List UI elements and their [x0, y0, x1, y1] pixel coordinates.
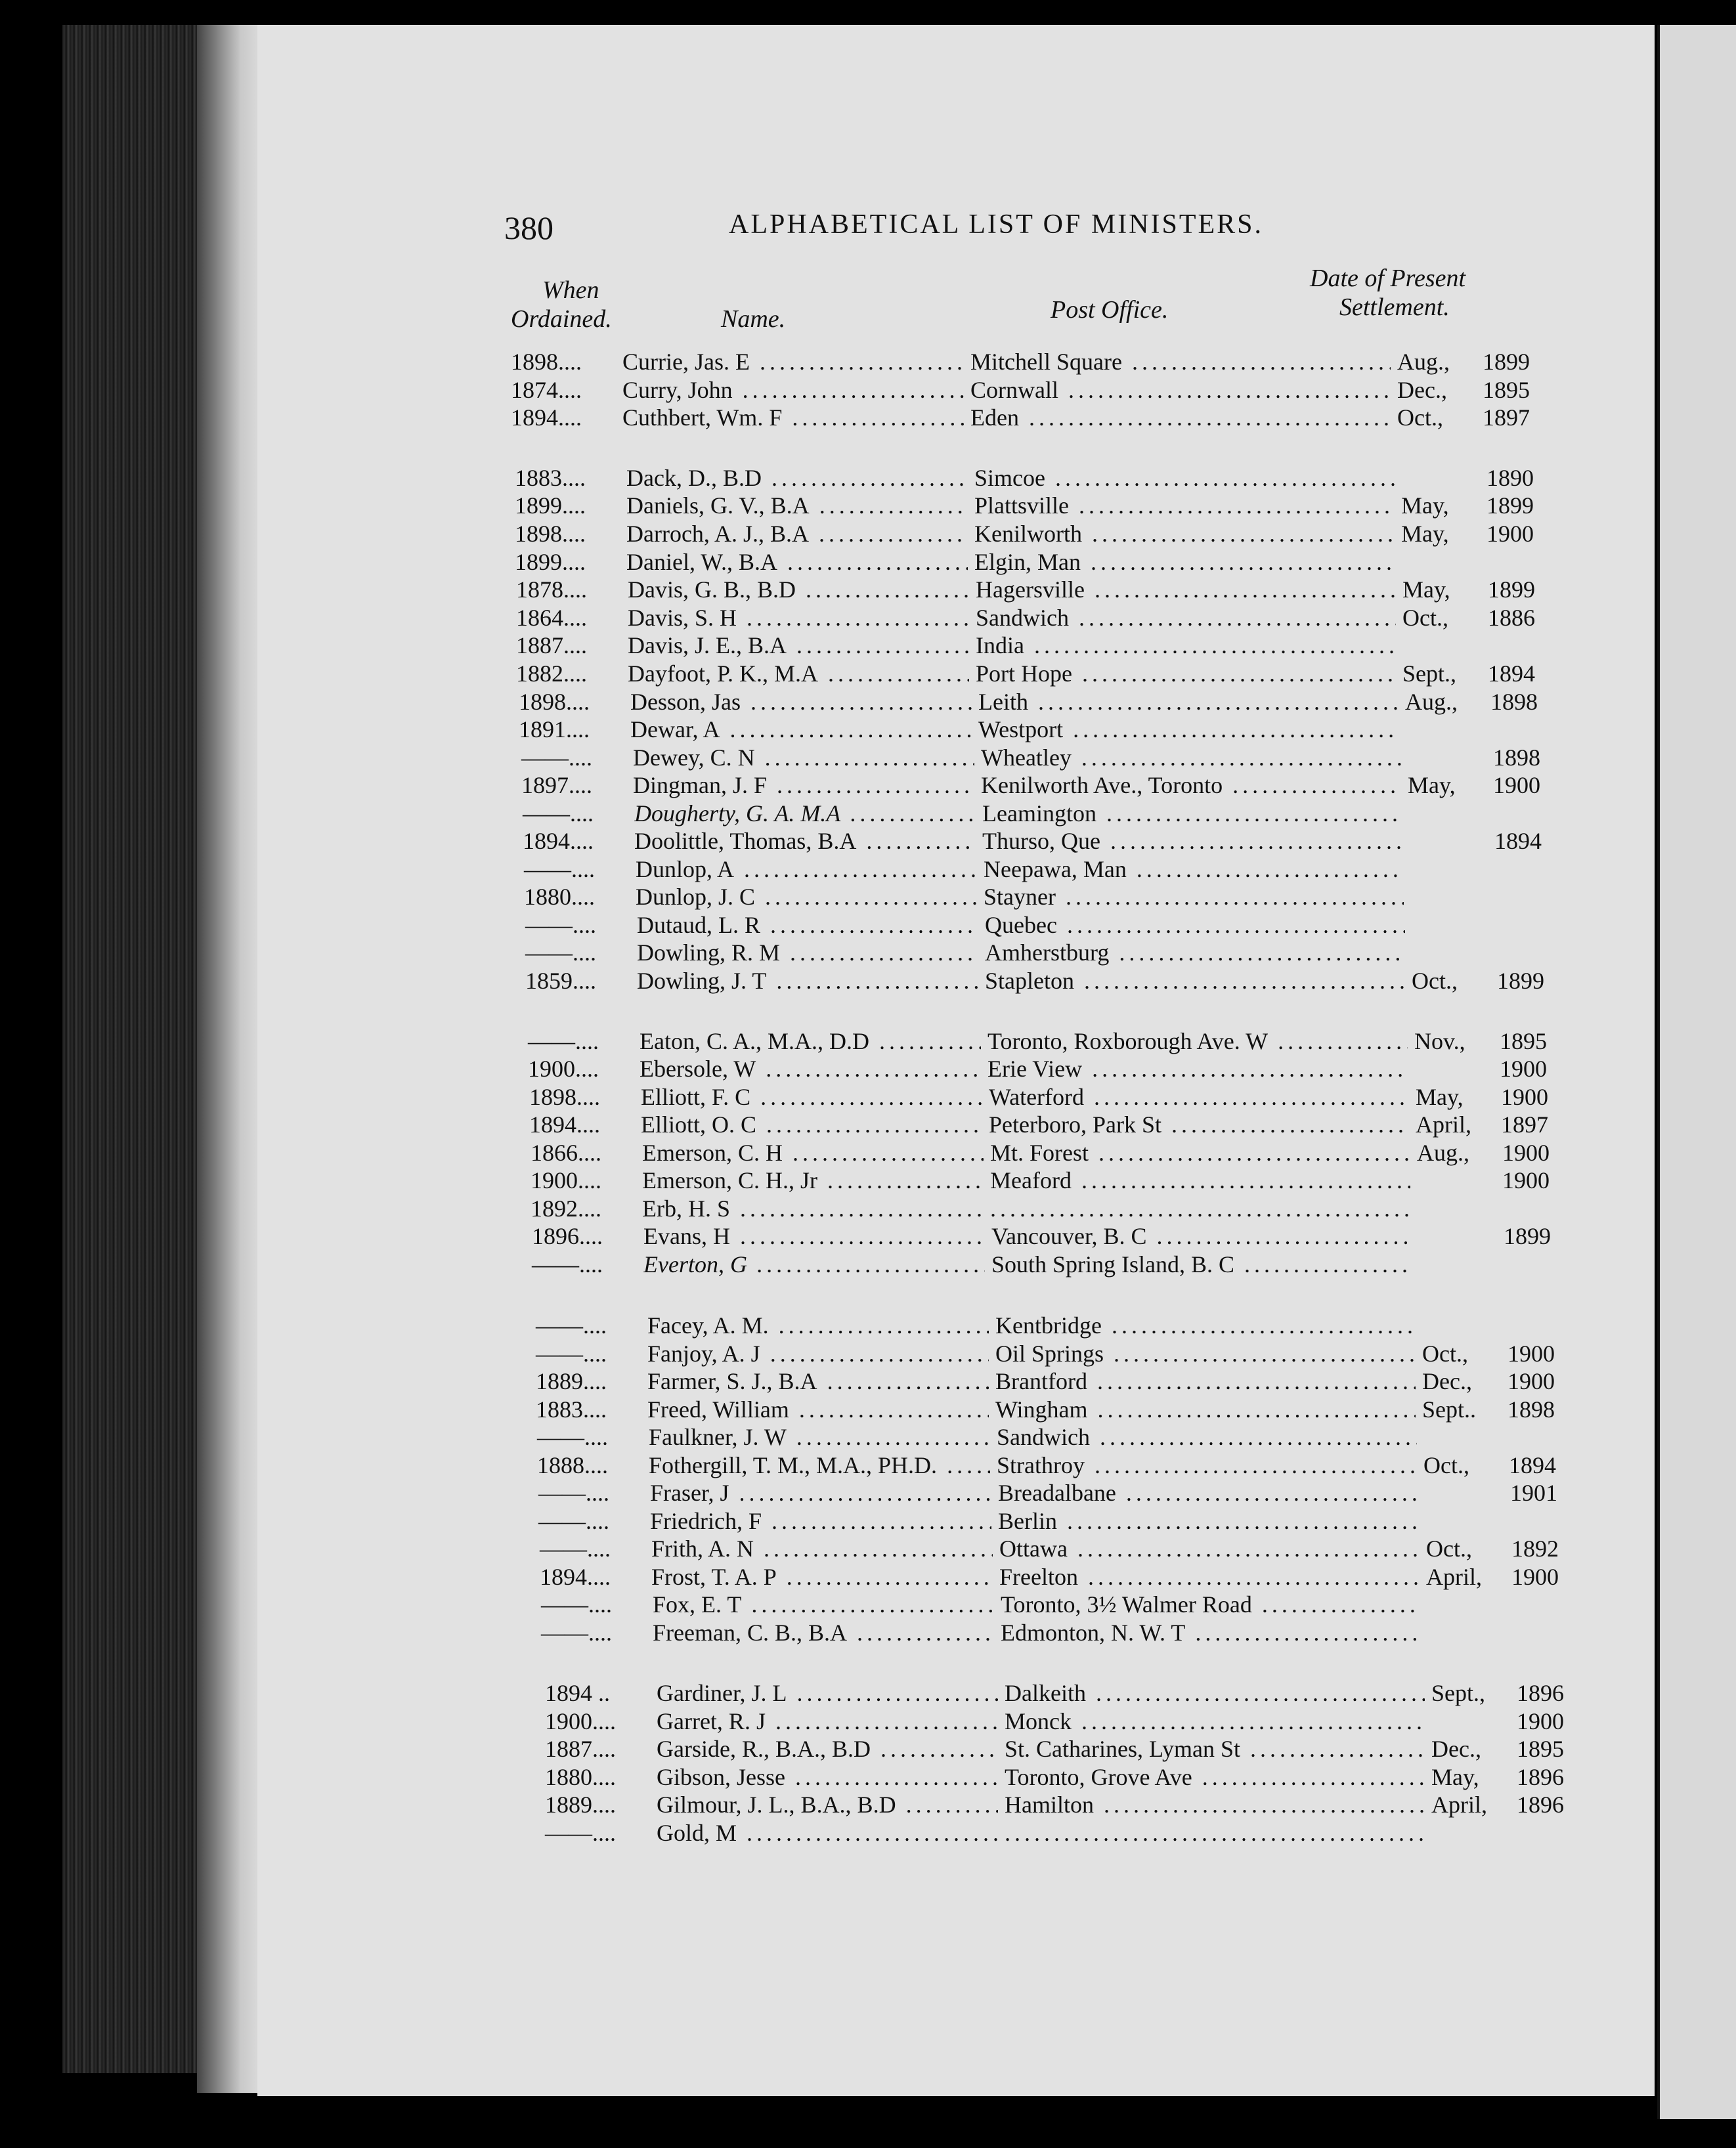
settlement-year: 1899: [1504, 1223, 1551, 1249]
minister-name: Garret, R. J .....: [657, 1706, 998, 1736]
minister-name: Elliott, F. C .....: [641, 1082, 982, 1112]
page-title: ALPHABETICAL LIST OF MINISTERS.: [729, 209, 1264, 240]
settlement-year: 1890: [1486, 465, 1534, 491]
ordination-year: ——....: [525, 939, 596, 966]
list-item: [536, 1394, 1586, 1425]
settlement-month: April,: [1431, 1792, 1487, 1818]
minister-name: Dutaud, L. R .....: [637, 910, 978, 940]
ordination-year: 1900....: [545, 1708, 616, 1734]
ordination-year: ——....: [545, 1820, 616, 1846]
list-item: [511, 375, 1561, 405]
minister-name: Gibson, Jesse .....: [657, 1762, 998, 1792]
post-office: Sandwich .....: [997, 1422, 1417, 1452]
ordination-year: 1898....: [529, 1084, 600, 1110]
minister-name: Friedrich, F .....: [650, 1506, 991, 1536]
settlement-month: Sept.,: [1402, 660, 1457, 687]
settlement-month: May,: [1431, 1764, 1479, 1790]
ordination-year: 1887....: [516, 632, 587, 658]
ordination-year: 1880....: [524, 884, 595, 910]
settlement-year: 1886: [1488, 605, 1535, 631]
list-item: [523, 826, 1573, 856]
minister-name: Facey, A. M. .....: [647, 1310, 989, 1341]
list-item: [531, 1193, 1581, 1224]
list-item: [524, 882, 1574, 912]
list-item: [541, 1589, 1592, 1620]
minister-name: Gold, M .....: [657, 1818, 998, 1848]
minister-name: Emerson, C. H .....: [642, 1138, 984, 1168]
ordination-year: ——....: [538, 1508, 609, 1534]
minister-name: Dewey, C. N .....: [633, 742, 974, 773]
ordination-year: 1882....: [516, 660, 587, 687]
ordination-year: 1866....: [531, 1140, 601, 1166]
settlement-month: Oct.,: [1423, 1452, 1469, 1478]
settlement-year: 1900: [1501, 1084, 1548, 1110]
post-office: Simcoe .....: [974, 463, 1395, 493]
minister-name: Gardiner, J. L .....: [657, 1678, 998, 1708]
ordination-year: 1880....: [545, 1764, 616, 1790]
ordination-year: ——....: [528, 1028, 599, 1054]
post-office: Peterboro, Park St .....: [989, 1109, 1409, 1140]
minister-name: Cuthbert, Wm. F .....: [622, 402, 964, 433]
ordination-year: 1898....: [515, 521, 586, 547]
book-spine-shadow: [197, 25, 259, 2093]
minister-name: Faulkner, J. W .....: [649, 1422, 990, 1452]
post-office: India .....: [976, 630, 1396, 660]
minister-name: Fraser, J .....: [650, 1478, 991, 1508]
ordination-year: ——....: [532, 1251, 603, 1278]
post-office: Vancouver, B. C .....: [991, 1221, 1412, 1251]
post-office: Berlin .....: [998, 1506, 1418, 1536]
minister-name: Darroch, A. J., B.A .....: [626, 519, 968, 549]
ordination-year: 1896....: [532, 1223, 603, 1249]
ordination-year: 1894....: [511, 404, 582, 431]
post-office: Thurso, Que .....: [982, 826, 1402, 856]
minister-name: Frith, A. N .....: [651, 1534, 993, 1564]
ordination-year: ——....: [538, 1480, 609, 1506]
post-office: Breadalbane .....: [998, 1478, 1418, 1508]
list-item: [525, 910, 1576, 940]
minister-name: Dack, D., B.D .....: [626, 463, 968, 493]
settlement-year: 1898: [1493, 744, 1540, 771]
ordination-year: 1891....: [519, 716, 590, 742]
list-item: [523, 798, 1573, 828]
list-item: [537, 1422, 1588, 1452]
minister-name: Daniels, G. V., B.A .....: [626, 490, 968, 521]
column-head-when-2: Ordained.: [511, 305, 612, 333]
settlement-year: 1894: [1509, 1452, 1556, 1478]
ordination-year: 1889....: [536, 1368, 607, 1394]
ordination-year: 1883....: [515, 465, 586, 491]
settlement-month: May,: [1401, 492, 1449, 519]
list-item: [516, 574, 1567, 605]
settlement-year: 1897: [1483, 404, 1530, 431]
list-item: [529, 1082, 1580, 1112]
ordination-year: ——....: [541, 1620, 612, 1646]
list-item: [516, 658, 1567, 689]
post-office: Stayner .....: [984, 882, 1404, 912]
ordination-year: ——....: [540, 1536, 611, 1562]
list-item: [545, 1734, 1595, 1764]
settlement-year: 1899: [1486, 492, 1534, 519]
settlement-year: 1900: [1502, 1167, 1550, 1193]
minister-name: Evans, H .....: [643, 1221, 985, 1251]
ordination-year: ——....: [524, 856, 595, 882]
settlement-year: 1899: [1488, 576, 1535, 603]
column-head-when-1: When: [542, 276, 599, 304]
settlement-year: 1900: [1502, 1140, 1550, 1166]
list-item: [540, 1534, 1590, 1564]
settlement-year: 1899: [1483, 349, 1530, 375]
column-head-date-1: Date of Present: [1310, 265, 1466, 292]
list-item: [536, 1366, 1586, 1396]
list-item: [536, 1339, 1586, 1369]
settlement-year: 1898: [1490, 689, 1538, 715]
ordination-year: 1894 ..: [545, 1680, 610, 1706]
settlement-month: Sept..: [1422, 1396, 1477, 1423]
post-office: Oil Springs .....: [995, 1339, 1416, 1369]
post-office: Stapleton .....: [985, 966, 1405, 996]
minister-name: Dunlop, A .....: [636, 854, 977, 884]
post-office: Quebec .....: [985, 910, 1405, 940]
ordination-year: 1894....: [540, 1564, 611, 1590]
settlement-month: May,: [1401, 521, 1449, 547]
settlement-month: Aug.,: [1405, 689, 1458, 715]
post-office: Mitchell Square .....: [970, 347, 1391, 377]
ordination-year: ——....: [536, 1312, 607, 1339]
settlement-month: May,: [1402, 576, 1450, 603]
ordination-year: 1889....: [545, 1792, 616, 1818]
post-office: Leamington .....: [982, 798, 1402, 828]
post-office: Leith .....: [978, 687, 1399, 717]
post-office: Mt. Forest .....: [990, 1138, 1410, 1168]
ordination-year: 1900....: [528, 1056, 599, 1082]
settlement-year: 1900: [1493, 772, 1540, 798]
ordination-year: 1899....: [515, 492, 586, 519]
settlement-year: 1892: [1511, 1536, 1559, 1562]
ordination-year: 1899....: [515, 549, 586, 575]
ordination-year: 1878....: [516, 576, 587, 603]
facing-page-edge: [1660, 25, 1736, 2119]
list-item: [521, 742, 1572, 773]
post-office: Neepawa, Man .....: [984, 854, 1404, 884]
post-office: Brantford .....: [995, 1366, 1416, 1396]
list-item: [545, 1678, 1595, 1708]
list-item: [545, 1790, 1595, 1820]
settlement-month: Oct.,: [1426, 1536, 1472, 1562]
minister-name: Garside, R., B.A., B.D .....: [657, 1734, 998, 1764]
ordination-year: 1859....: [525, 968, 596, 994]
settlement-year: 1900: [1517, 1708, 1564, 1734]
list-item: [536, 1310, 1586, 1341]
list-item: [540, 1562, 1590, 1592]
settlement-month: Dec.,: [1422, 1368, 1472, 1394]
minister-name: Dowling, R. M .....: [637, 937, 978, 968]
list-item: [525, 937, 1576, 968]
minister-name: Currie, Jas. E .....: [622, 347, 964, 377]
minister-name: Ebersole, W .....: [640, 1054, 981, 1084]
settlement-month: May,: [1416, 1084, 1464, 1110]
settlement-year: 1900: [1486, 521, 1534, 547]
list-item: [515, 519, 1565, 549]
post-office: Waterford .....: [989, 1082, 1409, 1112]
list-item: [532, 1249, 1582, 1279]
settlement-month: Dec.,: [1431, 1736, 1481, 1762]
post-office: St. Catharines, Lyman St .....: [1005, 1734, 1425, 1764]
list-item: [541, 1618, 1592, 1648]
post-office: Cornwall .....: [970, 375, 1391, 405]
minister-name: Erb, H. S .....: [642, 1193, 984, 1224]
settlement-year: 1895: [1483, 377, 1530, 403]
settlement-year: 1894: [1488, 660, 1535, 687]
minister-name: Dewar, A .....: [630, 714, 972, 744]
settlement-year: 1898: [1508, 1396, 1555, 1423]
post-office: South Spring Island, B. C .....: [991, 1249, 1412, 1279]
post-office: Plattsville .....: [974, 490, 1395, 521]
ordination-year: 1894....: [529, 1111, 600, 1138]
settlement-year: 1901: [1510, 1480, 1557, 1506]
list-item: [545, 1762, 1595, 1792]
minister-name: Dougherty, G. A. M.A .....: [634, 798, 976, 828]
minister-name: Elliott, O. C .....: [641, 1109, 982, 1140]
settlement-year: 1896: [1517, 1792, 1564, 1818]
post-office: Westport .....: [978, 714, 1399, 744]
list-item: [525, 966, 1576, 996]
ordination-year: 1888....: [537, 1452, 608, 1478]
settlement-month: Aug.,: [1397, 349, 1450, 375]
ordination-year: ——....: [523, 800, 594, 827]
list-item: [515, 547, 1565, 577]
post-office: Kenilworth .....: [974, 519, 1395, 549]
settlement-year: 1900: [1500, 1056, 1547, 1082]
post-office: Meaford .....: [990, 1165, 1410, 1195]
post-office: Toronto, Roxborough Ave. W .....: [987, 1026, 1408, 1056]
minister-name: Freeman, C. B., B.A .....: [653, 1618, 994, 1648]
list-item: [515, 490, 1565, 521]
minister-name: Freed, William .....: [647, 1394, 989, 1425]
list-item: [537, 1450, 1588, 1480]
minister-name: Dayfoot, P. K., M.A .....: [628, 658, 969, 689]
column-head-name: Name.: [721, 305, 786, 333]
minister-name: Gilmour, J. L., B.A., B.D .....: [657, 1790, 998, 1820]
minister-name: Curry, John .....: [622, 375, 964, 405]
settlement-year: 1896: [1517, 1680, 1564, 1706]
post-office: Edmonton, N. W. T .....: [1001, 1618, 1421, 1648]
ordination-year: 1898....: [511, 349, 582, 375]
minister-name: Davis, J. E., B.A .....: [628, 630, 969, 660]
minister-name: Farmer, S. J., B.A .....: [647, 1366, 989, 1396]
minister-name: Dowling, J. T .....: [637, 966, 978, 996]
ordination-year: 1894....: [523, 828, 594, 854]
list-item: [538, 1506, 1589, 1536]
post-office: Toronto, 3½ Walmer Road .....: [1001, 1589, 1421, 1620]
ordination-year: ——....: [525, 912, 596, 938]
list-item: [521, 770, 1572, 800]
page-number: 380: [504, 209, 553, 246]
minister-name: Fox, E. T .....: [653, 1589, 994, 1620]
post-office: Eden .....: [970, 402, 1391, 433]
post-office: Erie View .....: [987, 1054, 1408, 1084]
post-office: Ottawa .....: [999, 1534, 1420, 1564]
post-office: Hamilton .....: [1005, 1790, 1425, 1820]
post-office: Dalkeith .....: [1005, 1678, 1425, 1708]
ordination-year: 1898....: [519, 689, 590, 715]
list-item: [515, 463, 1565, 493]
list-item: [531, 1138, 1581, 1168]
minister-name: Fothergill, T. M., M.A., PH.D. .....: [649, 1450, 990, 1480]
post-office: Port Hope .....: [976, 658, 1396, 689]
settlement-month: April,: [1416, 1111, 1471, 1138]
post-office: Amherstburg .....: [985, 937, 1405, 968]
post-office: Elgin, Man .....: [974, 547, 1395, 577]
minister-name: Desson, Jas .....: [630, 687, 972, 717]
ordination-year: 1874....: [511, 377, 582, 403]
ordination-year: 1864....: [516, 605, 587, 631]
settlement-year: 1896: [1517, 1764, 1564, 1790]
ordination-year: 1897....: [521, 772, 592, 798]
list-item: [532, 1221, 1582, 1251]
minister-name: Davis, G. B., B.D .....: [628, 574, 969, 605]
list-item: [519, 714, 1569, 744]
ordination-year: ——....: [536, 1341, 607, 1367]
settlement-year: 1897: [1501, 1111, 1548, 1138]
post-office: Strathroy .....: [997, 1450, 1417, 1480]
minister-name: Eaton, C. A., M.A., D.D .....: [640, 1026, 981, 1056]
post-office: [1005, 1818, 1425, 1848]
post-office: Wingham .....: [995, 1394, 1416, 1425]
ordination-year: 1900....: [531, 1167, 601, 1193]
post-office: Freelton .....: [999, 1562, 1420, 1592]
list-item: [545, 1706, 1595, 1736]
list-item: [511, 402, 1561, 433]
ordination-year: 1892....: [531, 1195, 601, 1222]
post-office: Sandwich .....: [976, 603, 1396, 633]
ordination-year: ——....: [537, 1424, 608, 1450]
settlement-month: Oct.,: [1402, 605, 1448, 631]
list-item: [528, 1054, 1578, 1084]
settlement-year: 1894: [1494, 828, 1542, 854]
settlement-year: 1900: [1508, 1341, 1555, 1367]
settlement-month: May,: [1408, 772, 1456, 798]
settlement-month: April,: [1426, 1564, 1482, 1590]
settlement-year: 1900: [1508, 1368, 1555, 1394]
list-item: [516, 630, 1567, 660]
post-office: [990, 1193, 1410, 1224]
minister-name: Dingman, J. F .....: [633, 770, 974, 800]
minister-name: Frost, T. A. P .....: [651, 1562, 993, 1592]
ordination-year: ——....: [521, 744, 592, 771]
column-head-post-office: Post Office.: [1051, 296, 1169, 324]
minister-name: Davis, S. H .....: [628, 603, 969, 633]
list-item: [519, 687, 1569, 717]
minister-name: Doolittle, Thomas, B.A .....: [634, 826, 976, 856]
minister-name: Daniel, W., B.A .....: [626, 547, 968, 577]
ordination-year: 1883....: [536, 1396, 607, 1423]
list-item: [538, 1478, 1589, 1508]
settlement-month: Oct.,: [1397, 404, 1443, 431]
settlement-year: 1899: [1497, 968, 1544, 994]
settlement-year: 1895: [1517, 1736, 1564, 1762]
list-item: [528, 1026, 1578, 1056]
settlement-month: Nov.,: [1414, 1028, 1465, 1054]
post-office: Wheatley .....: [981, 742, 1401, 773]
ordination-year: ——....: [541, 1591, 612, 1618]
ordination-year: 1887....: [545, 1736, 616, 1762]
post-office: Monck .....: [1005, 1706, 1425, 1736]
list-item: [516, 603, 1567, 633]
list-item: [531, 1165, 1581, 1195]
minister-name: Everton, G .....: [643, 1249, 985, 1279]
settlement-month: Aug.,: [1417, 1140, 1469, 1166]
settlement-month: Oct.,: [1422, 1341, 1468, 1367]
post-office: Hagersville .....: [976, 574, 1396, 605]
list-item: [545, 1818, 1595, 1848]
minister-name: Fanjoy, A. J .....: [647, 1339, 989, 1369]
list-item: [511, 347, 1561, 377]
column-head-date-2: Settlement.: [1339, 293, 1450, 321]
settlement-month: Sept.,: [1431, 1680, 1486, 1706]
post-office: Toronto, Grove Ave .....: [1005, 1762, 1425, 1792]
minister-name: Emerson, C. H., Jr .....: [642, 1165, 984, 1195]
settlement-month: Dec.,: [1397, 377, 1447, 403]
minister-name: Dunlop, J. C .....: [636, 882, 977, 912]
settlement-month: Oct.,: [1412, 968, 1458, 994]
settlement-year: 1895: [1500, 1028, 1547, 1054]
list-item: [524, 854, 1574, 884]
post-office: Kenilworth Ave., Toronto .....: [981, 770, 1401, 800]
post-office: Kentbridge .....: [995, 1310, 1416, 1341]
settlement-year: 1900: [1511, 1564, 1559, 1590]
list-item: [529, 1109, 1580, 1140]
